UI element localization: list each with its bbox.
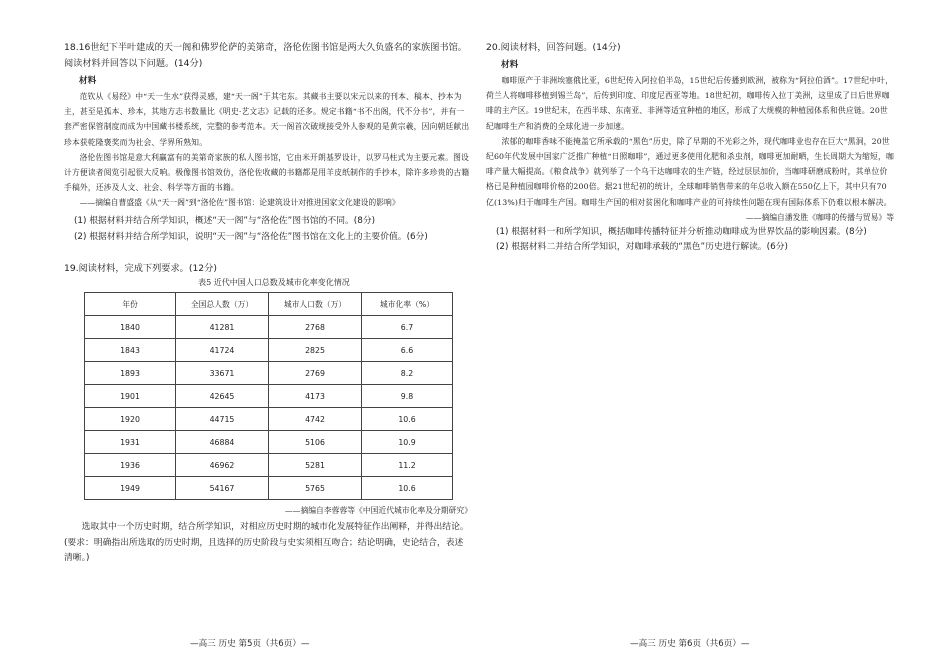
q20-sub-question-2: (2) 根据材料二并结合所学知识，对咖啡承载的“黑色”历史进行解读。(6分): [496, 242, 788, 253]
cell: 2825: [269, 339, 362, 362]
cell: 5765: [269, 477, 362, 500]
cell: 41281: [176, 316, 269, 339]
page-footer-left: —高三 历史 第5页（共6页）—: [190, 639, 310, 649]
table-row: [85, 385, 453, 408]
cell: 46884: [176, 431, 269, 454]
right-column: [486, 40, 894, 256]
q20-material-paragraph-2: 浓郁的咖啡香味不能掩盖它所承载的“黑色”历史，除了早期的不光彩之外，现代咖啡业也存在巨大“黑洞，20世纪60年代发展中国家广泛推广种植“日照咖啡”，通过更多使用化肥和杀虫剂，咖啡更加耐晒，生长周期大为缩短，咖啡产量大幅提高。《粮食战争》就列举了一个乌干达咖啡农的生产链，经过层层加价，当咖啡研磨成粉时，其单位价格已是种植园咖啡价格的200倍。据21世纪初的统计，全球咖啡销售带来的年总收入额在550亿上下，其中只有70亿(13%)归于咖啡生产国。咖啡生产国的相对贫困化和咖啡产业的可持续性问题在现有国际体系下仍难以根本解决。: [486, 136, 894, 207]
cell: 44715: [176, 408, 269, 431]
table-row: [85, 362, 453, 385]
column-header: 全国总人数（万）: [176, 293, 269, 316]
cell: 2769: [269, 362, 362, 385]
q20-material-paragraph-1: 咖啡原产于非洲埃塞俄比亚，6世纪传入阿拉伯半岛，15世纪后传播到欧洲，被称为“阿拉伯酒”。17世纪中叶，荷兰人将咖啡移植到锡兰岛”，后传到印度、印度尼西亚等地。18世纪初，咖啡传入拉丁美洲，这里成了日后世界咖啡的主产区。19世纪末，在西半球、东南亚、非洲等适宜种植的地区，形成了大规模的种植园体系和供应链。20世纪咖啡生产和消费的全球化进一步加速。: [486, 76, 894, 131]
cell: 1840: [85, 316, 176, 339]
cell: 5106: [269, 431, 362, 454]
cell: 2768: [269, 316, 362, 339]
q18-material-title: 材料: [79, 76, 97, 86]
q18-sub-question-2: (2) 根据材料并结合所学知识，说明“天一阁”与“洛伦佐”图书馆在文化上的主要价值。(6分): [74, 231, 428, 242]
cell: 1901: [85, 385, 176, 408]
question-20-heading: 20.阅读材料，回答问题。(14分): [486, 42, 621, 53]
q20-sub-question-1: (1) 根据材料一和所学知识，概括咖啡传播特征并分析推动咖啡成为世界饮品的影响因素。(8分): [496, 226, 867, 237]
cell: 8.2: [362, 362, 453, 385]
cell: 33671: [176, 362, 269, 385]
table-row: [85, 408, 453, 431]
q20-source: ——摘编自潘发胜《咖啡的传播与贸易》等: [745, 212, 894, 222]
left-column: [64, 40, 472, 567]
cell: 1931: [85, 431, 176, 454]
q18-sub-question-1: (1) 根据材料并结合所学知识，概述“天一阁”与“洛伦佐”图书馆的不同。(8分): [74, 216, 376, 227]
cell: 1949: [85, 477, 176, 500]
question-19-heading: 19.阅读材料，完成下列要求。(12分): [64, 263, 217, 275]
cell: 10.6: [362, 408, 453, 431]
cell: 4742: [269, 408, 362, 431]
cell: 10.9: [362, 431, 453, 454]
cell: 6.6: [362, 339, 453, 362]
column-header: 城市化率（%）: [362, 293, 453, 316]
table-row: [85, 477, 453, 500]
table-row: [85, 339, 453, 362]
column-header: 年份: [85, 293, 176, 316]
page-footer-right: —高三 历史 第6页（共6页）—: [630, 639, 750, 649]
table-row: [85, 454, 453, 477]
table-row: [85, 431, 453, 454]
cell: 6.7: [362, 316, 453, 339]
population-table: [84, 292, 453, 500]
cell: 42645: [176, 385, 269, 408]
cell: 1936: [85, 454, 176, 477]
cell: 11.2: [362, 454, 453, 477]
q18-material-paragraph-2: 洛伦佐图书馆是意大利赢富有的美第奇家族的私人图书馆，它由米开朗基罗设计，以罗马柱式为主要元素。图设计方便读者阅览引起很大反响。极像图书馆效仿，洛伦佐收藏的书籍都是用羊皮纸制作的手抄本，除许多珍贵的古籍手稿外，还涉及人文、社会、科学等方面的书籍。: [64, 152, 470, 193]
q18-source: ——摘编自曹盛盛《从“天一阁”到“洛伦佐”图书馆：论建筑设计对推进国家文化建设的影响》: [79, 198, 400, 208]
q19-source: ——摘编自李蓉蓉等《中国近代城市化率及分期研究》: [284, 506, 472, 516]
column-header: 城市人口数（万）: [269, 293, 362, 316]
cell: 1843: [85, 339, 176, 362]
cell: 1920: [85, 408, 176, 431]
cell: 54167: [176, 477, 269, 500]
table-caption: 表5 近代中国人口总数及城市化率变化情况: [198, 278, 350, 288]
table-header-row: [85, 293, 453, 316]
cell: 1893: [85, 362, 176, 385]
cell: 41724: [176, 339, 269, 362]
q19-task: 选取其中一个历史时期，结合所学知识，对相应历史时期的城市化发展特征作出阐释，并得出结论。(要求：明确指出所选取的历史时期，且选择的历史阶段与史实须相互吻合；结论明确，史论结合，表述清晰。): [64, 522, 469, 564]
table-row: [85, 316, 453, 339]
cell: 10.6: [362, 477, 453, 500]
cell: 46962: [176, 454, 269, 477]
cell: 4173: [269, 385, 362, 408]
cell: 9.8: [362, 385, 453, 408]
question-18-heading: 18.16世纪下半叶建成的天一阁和佛罗伦萨的美第奇，洛伦佐图书馆是两大久负盛名的家族图书馆。阅读材料并回答以下问题。(14分): [64, 42, 467, 69]
q18-material-paragraph-1: 范钦从《易经》中“天一生水”获得灵感，建“天一阁”于其宅东。其藏书主要以宋元以来的刊本、稿本、抄本为主，甚至是孤本、珍本，其地方志书数量比《明史·艺文志》记载的还多。规定书籍“书不出阁，代不分书”，并有一套严密保管制度而成为中国藏书楼系统，完整的参考范本。天一阁首次破规接受外人参观的是黄宗羲，因向朝廷献出珍本获乾隆褒奖而为社会、学界所熟知。: [64, 92, 470, 147]
q20-material-title: 材料: [501, 60, 519, 70]
cell: 5281: [269, 454, 362, 477]
